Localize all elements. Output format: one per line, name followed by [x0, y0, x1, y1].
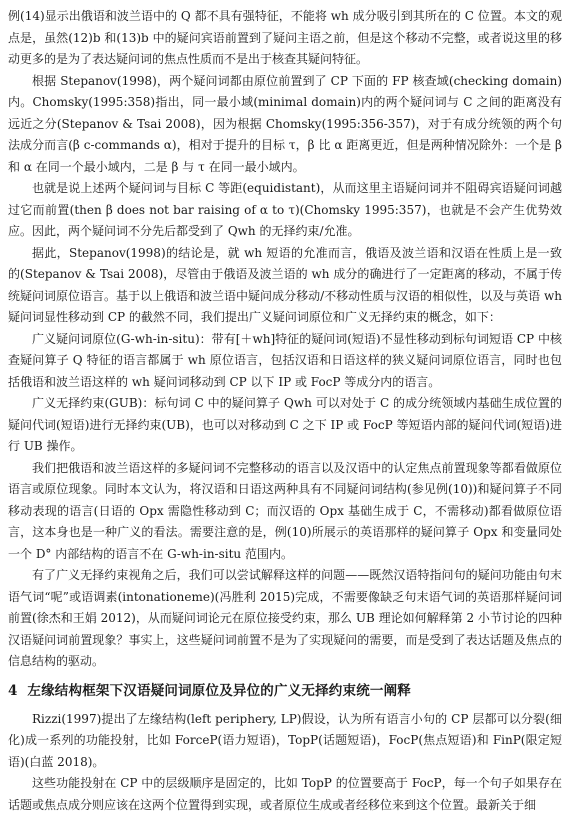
paragraph: 例(14)显示出俄语和波兰语中的 Q 都不具有强特征，不能将 wh 成分吸引到其所在的 C 位置。本文的观点是，虽然(12)b 和(13)b 中的疑问宾语前置到了疑问主语之前，但是这个移动不完整，或者说这里的移动更多的是为了表达疑问词的焦点性质而不是出于核查其疑问特征。	[8, 9, 562, 66]
page-body	[8, 6, 562, 816]
paragraph: 据此，Stepanov(1998)的结论是，就 wh 短语的允准而言，俄语及波兰语和汉语在性质上是一致的(Stepanov & Tsai 2008)，尽管由于俄语及波兰语的 wh 成分的确进行了一定距离的移动，不属于传统疑问词原位语言。基于以上俄语和波兰语中疑问成分移动/不移动性质与汉语的相似性，以及与英语 wh 疑问词显性移动到 CP 的截然不同，我们提出广义疑问词原位和广义无择约束的概念，如下：	[8, 245, 562, 324]
paragraph: 我们把俄语和波兰语这样的多疑问词不完整移动的语言以及汉语中的认定焦点前置现象等都看做原位语言或原位现象。同时本文认为，将汉语和日语这两种具有不同疑问词结构(参见例(10))和疑问算子不同移动表现的语言(日语的 Opx 需隐性移动到 C；而汉语的 Opx 基础生成于 C，不需移动)都看做原位语言，这本身也是一种广义的看法。需要注意的是，例(10)所展示的英语那样的疑问算子 Opx 和变量同处一个 D° 内部结构的语言不在 G-wh-in-situ 范围内。	[8, 460, 563, 561]
definition-g-wh-in-situ: 广义疑问词原位(G-wh-in-situ)：带有[＋wh]特征的疑问词(短语)不显性移动到标句词短语 CP 中核查疑问算子 Q 特征的语言都属于 wh 原位语言，包括汉语和日语这样的狭义疑问词原位语言，同时也包括俄语和波兰语这样的 wh 疑问词移动到 CP 以下 IP 或 FocP 等成分内的语言。	[8, 331, 562, 389]
definition-gub: 广义无择约束(GUB)：标句词 C 中的疑问算子 Qwh 可以对处于 C 的成分统领域内基础生成位置的疑问代词(短语)进行无择约束(UB)，也可以对移动到 C 之下 IP 或 FocP 等短语内部的疑问代词(短语)进行 UB 操作。	[8, 396, 562, 453]
paragraph: 也就是说上述两个疑问词与目标 C 等距(equidistant)，从而这里主语疑问词并不阻碍宾语疑问词越过它而前置(then β does not bar raising of α to τ)(Chomsky 1995:357)，也就是不会产生优势效应。因此，两个疑问词不分先后都受到了 Qwh 的无择约束/允准。	[8, 181, 562, 238]
section-heading	[8, 679, 562, 703]
paragraph: 这些功能投射在 CP 中的层级顺序是固定的，比如 TopP 的位置要高于 FocP，每一个句子如果存在话题或焦点成分则应该在这两个位置得到实现，或者原位生成或者经移位来到这个位置。最新关于细	[8, 776, 562, 812]
section-number: 4	[8, 682, 18, 699]
paragraph: Rizzi(1997)提出了左缘结构(left periphery, LP)假设，认为所有语言小句的 CP 层都可以分裂(细化)成一系列的功能投射，比如 ForceP(语力短语)，TopP(话题短语)，FocP(焦点短语)和 FinP(限定短语)(白蓝 2018)。	[8, 711, 562, 769]
section-title: 左缘结构框架下汉语疑问词原位及异位的广义无择约束统一阐释	[27, 682, 412, 699]
paragraph: 有了广义无择约束视角之后，我们可以尝试解释这样的问题——既然汉语特指问句的疑问功能由句末语气词“呢”或语调素(intonationeme)(冯胜利 2015)完成，不需要像缺乏句末语气词的英语那样疑问词前置(徐杰和王娟 2012)，从而疑问词论元在原位接受约束，那么 UB 理论如何解释第 2 小节讨论的四种汉语疑问词前置现象？事实上，这些疑问词前置不是为了实现疑问的需要，而是受到了表达话题及焦点的信息结构的驱动。	[8, 568, 562, 668]
paragraph: 根据 Stepanov(1998)，两个疑问词都由原位前置到了 CP 下面的 FP 核查域(checking domain)内。Chomsky(1995:358)指出，同一最小域(minimal domain)内的两个疑问词与 C 之间的距离没有远近之分(Stepanov & Tsai 2008)，因为根据 Chomsky(1995:356-357)，对于有成分统领的两个句法成分而言(β c-commands α)，相对于提升的目标 τ，β 比 α 距离更近，但是两种情况除外：一个是 β 和 α 在同一个最小域内，二是 β 与 τ 在同一最小域内。	[8, 73, 562, 174]
